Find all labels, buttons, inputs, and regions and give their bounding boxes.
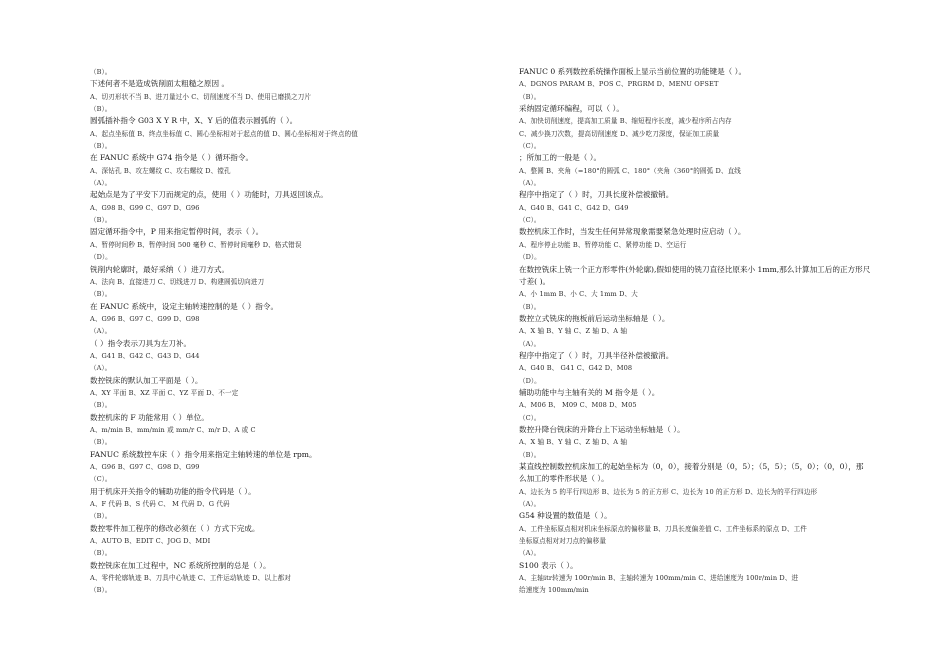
question-line: 数控机床工作时，当发生任何异常现象需要紧急处理时应启动（ ）。 [519, 227, 746, 237]
option-line: A、G98 B、G99 C、G97 D、G96 [90, 203, 200, 212]
option-line: A、m/min B、mm/min 或 mm/r C、m/r D、A 或 C [90, 425, 256, 434]
option-line: A、G96 B、G97 C、G99 D、G98 [90, 314, 200, 323]
question-line: 在数控铣床上铣一个正方形零件(外轮廓),假如使用的铣刀直径比原来小 1mm,那么计算加工后的正方形尺 [519, 264, 871, 274]
answer-line: （B）。 [90, 68, 112, 76]
question-line: 下述何者不是造成铣削面太粗糙之原因 。 [90, 79, 230, 89]
answer-line: （A）。 [90, 179, 112, 188]
option-line: A、切刃形状不当 B、进刀量过小 C、切削速度不当 D、使用已磨损之刀片 [90, 92, 312, 101]
question-line: FANUC 系统数控车床（ ）指令用来指定主轴转速的单位是 rpm。 [90, 449, 317, 459]
answer-line: （B）。 [519, 302, 541, 311]
question-line: 辅助功能中与主轴有关的 M 指令是（ ）。 [519, 387, 660, 397]
question-line: FANUC 0 系列数控系统操作面板上显示当前位置的功能键是（ ）。 [519, 67, 747, 76]
question-line: 在 FANUC 系统中，设定主轴转速控制的是（ ）指令。 [90, 301, 279, 311]
question-line: ；所加工的一般是（ ）。 [519, 153, 602, 163]
question-line: 铣削内轮廓时，最好采纳（ ）进刀方式。 [90, 264, 230, 274]
option-line: A、X 轴 B、Y 轴 C、Z 轴 D、A 轴 [519, 438, 628, 447]
option-line: A、XY 平面 B、XZ 平面 C、YZ 平面 D、不一定 [90, 388, 239, 397]
option-line: A、G40 B、 G41 C、G42 D、M08 [519, 364, 633, 373]
answer-line: （B）。 [90, 512, 112, 521]
option-line: 坐标原点相对对刀点的偏移量 [519, 537, 607, 546]
option-line: A、加快切削速度，提高加工质量 B、缩短程序长度，减少程序所占内存 [519, 117, 732, 126]
answer-line: （A）。 [519, 179, 541, 188]
answer-line: （B）。 [90, 401, 112, 410]
answer-line: （D）。 [519, 253, 541, 262]
option-line: 给速度为 100mm/min [519, 586, 589, 595]
question-line: 数控机床的 F 功能常用（ ）单位。 [90, 412, 209, 422]
answer-line: （B）。 [519, 92, 541, 101]
question-line: S100 表示（ ）。 [519, 560, 578, 570]
question-line: （ ）指令表示刀具为左刀补。 [90, 338, 192, 348]
answer-line: （B）。 [90, 438, 112, 447]
question-line: 数控铣床在加工过程中，NC 系统所控制的总是（ ）。 [90, 560, 271, 570]
question-line: 寸差( )。 [519, 276, 551, 286]
option-line: A、小 1mm B、小 C、大 1mm D、大 [519, 290, 638, 299]
question-line: G54 种设置的数值是（ ）。 [519, 511, 612, 521]
question-line: 某直线控制数控机床加工的起始坐标为（0，0），接着分别是（0，5）；（5，5）；（5，0）；（0，0），那 [519, 462, 864, 471]
option-line: A、工件坐标原点相对机床坐标原点的偏移量 B、刀具长度偏差值 C、工件坐标系的原点 D、工件 [519, 524, 807, 533]
option-line: A、主轴itr转速为 100r/min B、主轴转速为 100mm/min C、进给速度为 100r/min D、进 [519, 574, 799, 583]
answer-line: （B）。 [90, 549, 112, 558]
question-line: 数控升降台铣床的升降台上下运动坐标轴是（ ）。 [519, 424, 685, 434]
right-column [519, 66, 914, 597]
option-line: A、G41 B、G42 C、G43 D、G44 [90, 351, 200, 360]
option-line: A、零件轮廓轨迹 B、刀具中心轨迹 C、工件运动轨迹 D、以上都对 [90, 574, 291, 583]
answer-line: （A）。 [519, 549, 541, 558]
question-line: 数控零件加工程序的修改必须在（ ）方式下完成。 [90, 523, 260, 533]
left-column [90, 66, 485, 597]
option-line: C、减少换刀次数，提高切削速度 D、减少吃刀深度，保证加工质量 [519, 129, 720, 138]
option-line: A、G96 B、G97 C、G98 D、G99 [90, 463, 200, 471]
option-line: A、F 代码 B、S 代码 C、 M 代码 D、G 代码 [90, 500, 230, 509]
question-line: 起始点是为了平安下刀而规定的点，使用（ ）功能时，刀具返回该点。 [90, 190, 328, 200]
answer-line: （B）。 [519, 450, 541, 459]
question-line: 圆弧插补指令 G03 X Y R 中，X、Y 后的值表示圆弧的（ ）。 [90, 116, 298, 126]
option-line: A、AUTO B、EDIT C、JOG D、MDI [90, 537, 211, 546]
question-line: 么加工的零件形状是（ ）。 [519, 474, 609, 484]
question-line: 用于机床开关指令的辅助功能的指令代码是（ ）。 [90, 486, 256, 496]
option-line: A、整圆 B、夹角（=180°的圆弧 C、180°（夹角（360°的圆弧 D、直线 [519, 166, 741, 175]
answer-line: （B）。 [90, 142, 112, 151]
answer-line: （B）。 [90, 105, 112, 114]
question-line: 数控立式铣床的拖板前后运动坐标轴是（ ）。 [519, 313, 670, 323]
answer-line: （A）。 [519, 500, 541, 509]
option-line: A、G40 B、G41 C、G42 D、G49 [519, 203, 629, 212]
answer-line: （A）。 [90, 364, 112, 373]
option-line: A、深钻孔 B、攻左螺纹 C、攻右螺纹 D、镗孔 [90, 166, 231, 175]
answer-line: （A）。 [90, 327, 112, 336]
option-line: A、起点坐标值 B、终点坐标值 C、圆心坐标相对于起点的值 D、圆心坐标相对于终点的值 [90, 129, 358, 138]
option-line: A、边长为 5 的平行四边形 B、边长为 5 的正方形 C、边长为 10 的正方形 D、边长为的平行四边形 [519, 487, 818, 496]
answer-line: （B）。 [90, 216, 112, 225]
answer-line: （D）。 [90, 253, 112, 262]
question-line: 采纳固定循环编程，可以（ ）。 [519, 104, 624, 114]
question-line: 程序中指定了（ ）时，刀具长度补偿被撤销。 [519, 190, 674, 200]
question-line: 数控铣床的默认加工平面是（ ）。 [90, 375, 203, 385]
answer-line: （B）。 [90, 586, 112, 595]
option-line: A、M06 B、 M09 C、M08 D、M05 [519, 401, 637, 410]
answer-line: （C）。 [519, 413, 541, 422]
option-line: A、法向 B、直接进刀 C、切线进刀 D、构建圆弧切向进刀 [90, 277, 265, 286]
question-line: 在 FANUC 系统中 G74 指令是（ ）循环指令。 [90, 153, 254, 163]
option-line: A、暂停时间秒 B、暂停时间 500 毫秒 C、暂停时间毫秒 D、格式错误 [90, 240, 302, 249]
question-line: 固定循环指令中，P 用来指定暂停时间，表示（ ）。 [90, 227, 264, 237]
question-line: 程序中指定了（ ）时，刀具半径补偿被撤消。 [519, 350, 674, 360]
option-line: A、程序停止功能 B、暂停功能 C、紧停功能 D、空运行 [519, 240, 687, 249]
answer-line: （B）。 [90, 290, 112, 299]
option-line: A、DGNOS PARAM B、POS C、PRGRM D、MENU OFSET [519, 80, 719, 89]
answer-line: （A）。 [519, 339, 541, 348]
answer-line: （C）。 [90, 475, 112, 484]
answer-line: （C）。 [519, 216, 541, 225]
answer-line: （C）。 [519, 142, 541, 151]
option-line: A、X 轴 B、Y 轴 C、Z 轴 D、A 轴 [519, 327, 628, 336]
answer-line: （D）。 [519, 376, 541, 385]
